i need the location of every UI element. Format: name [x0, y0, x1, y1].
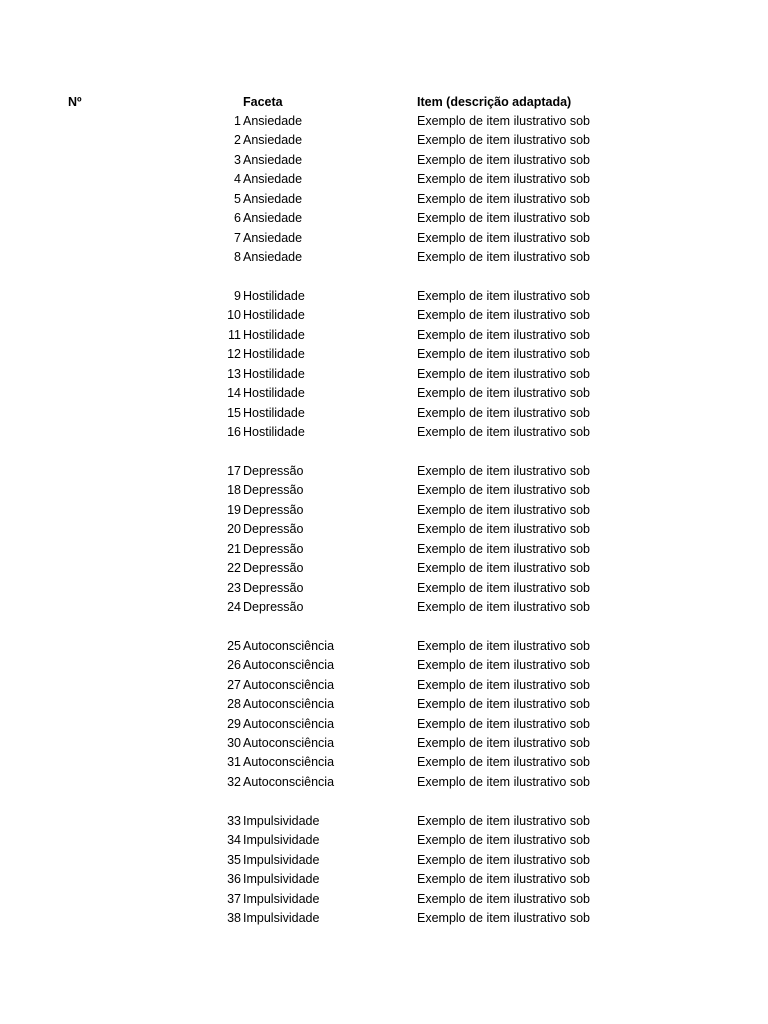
row-number: 37 [227, 891, 241, 906]
row-number: 33 [227, 813, 241, 828]
row-number: 1 [234, 114, 241, 128]
group-spacer [0, 617, 768, 636]
row-item: Exemplo de item ilustrativo sob [417, 774, 590, 789]
row-number: 32 [227, 774, 241, 789]
row-faceta: Impulsividade [243, 910, 320, 925]
table-row [0, 715, 768, 734]
row-item: Exemplo de item ilustrativo sob [417, 852, 590, 867]
row-item: Exemplo de item ilustrativo sob [417, 425, 590, 439]
row-number: 19 [227, 502, 241, 517]
row-item: Exemplo de item ilustrativo sob [417, 250, 590, 265]
table-row [0, 481, 768, 500]
row-faceta: Hostilidade [243, 425, 305, 439]
table-row [0, 287, 768, 306]
row-faceta: Ansiedade [243, 191, 303, 206]
table-row [0, 131, 768, 150]
table-row [0, 540, 768, 559]
row-faceta: Hostilidade [243, 347, 305, 362]
row-item: Exemplo de item ilustrativo sob [417, 872, 590, 887]
row-number: 16 [227, 425, 241, 439]
column-header-item: Item (descrição adaptada) [417, 95, 572, 109]
row-number: 29 [227, 716, 241, 731]
row-item: Exemplo de item ilustrativo sob [417, 522, 590, 537]
table-row [0, 773, 768, 792]
row-faceta: Autoconsciência [243, 677, 335, 692]
row-item: Exemplo de item ilustrativo sob [417, 191, 590, 206]
row-faceta: Depressão [243, 561, 304, 576]
row-item: Exemplo de item ilustrativo sob [417, 755, 590, 770]
row-faceta: Hostilidade [243, 288, 305, 303]
row-number: 2 [234, 133, 241, 148]
row-number: 15 [227, 405, 241, 420]
row-number: 14 [227, 386, 241, 401]
row-faceta: Ansiedade [243, 211, 303, 226]
row-faceta: Hostilidade [243, 327, 305, 342]
table-row [0, 559, 768, 578]
row-number: 26 [227, 658, 241, 673]
row-faceta: Impulsividade [243, 852, 320, 867]
column-header-number: Nº [68, 95, 82, 109]
table-row [0, 170, 768, 189]
row-number: 12 [227, 347, 241, 362]
row-item: Exemplo de item ilustrativo sob [417, 308, 590, 323]
row-number: 9 [234, 288, 241, 303]
row-item: Exemplo de item ilustrativo sob [417, 833, 590, 848]
row-item: Exemplo de item ilustrativo sob [417, 599, 590, 614]
row-item: Exemplo de item ilustrativo sob [417, 677, 590, 692]
table-row [0, 384, 768, 403]
table-row [0, 870, 768, 889]
row-item: Exemplo de item ilustrativo sob [417, 347, 590, 362]
table-body [0, 112, 768, 928]
row-faceta: Hostilidade [243, 386, 305, 401]
row-item: Exemplo de item ilustrativo sob [417, 891, 590, 906]
row-number: 6 [234, 211, 241, 226]
row-faceta: Autoconsciência [243, 774, 335, 789]
row-number: 17 [227, 463, 241, 478]
row-number: 11 [228, 327, 241, 342]
row-number: 20 [227, 522, 241, 537]
table-row [0, 831, 768, 850]
table-row [0, 345, 768, 364]
table-row [0, 423, 768, 442]
row-number: 22 [227, 561, 241, 576]
row-faceta: Hostilidade [243, 405, 305, 420]
row-faceta: Depressão [243, 502, 304, 517]
row-faceta: Depressão [243, 580, 304, 595]
row-number: 7 [234, 230, 241, 245]
table-row [0, 151, 768, 170]
row-faceta: Ansiedade [243, 114, 303, 128]
table-row [0, 637, 768, 656]
row-item: Exemplo de item ilustrativo sob [417, 405, 590, 420]
table-row [0, 579, 768, 598]
row-number: 13 [227, 366, 241, 381]
row-number: 38 [227, 910, 241, 925]
table-row [0, 501, 768, 520]
table-row [0, 209, 768, 228]
row-item: Exemplo de item ilustrativo sob [417, 386, 590, 401]
row-number: 4 [234, 172, 241, 187]
table-row [0, 851, 768, 870]
table-row [0, 190, 768, 209]
row-faceta: Impulsividade [243, 813, 320, 828]
row-faceta: Depressão [243, 522, 304, 537]
row-item: Exemplo de item ilustrativo sob [417, 736, 590, 750]
table-row [0, 306, 768, 325]
row-item: Exemplo de item ilustrativo sob [417, 327, 590, 342]
table-row [0, 753, 768, 772]
table-row [0, 695, 768, 714]
table-row [0, 404, 768, 423]
row-faceta: Autoconsciência [243, 736, 335, 750]
row-faceta: Autoconsciência [243, 638, 335, 653]
table-row [0, 598, 768, 617]
table-row [0, 365, 768, 384]
row-item: Exemplo de item ilustrativo sob [417, 541, 590, 556]
row-faceta: Depressão [243, 541, 304, 556]
row-faceta: Impulsividade [243, 891, 320, 906]
row-item: Exemplo de item ilustrativo sob [417, 502, 590, 517]
row-number: 36 [227, 872, 241, 887]
table-row [0, 734, 768, 753]
row-faceta: Autoconsciência [243, 755, 335, 770]
row-number: 3 [234, 152, 241, 167]
row-number: 34 [227, 833, 241, 848]
group-spacer [0, 792, 768, 811]
row-number: 27 [227, 677, 241, 692]
row-faceta: Hostilidade [243, 308, 305, 323]
table-row [0, 656, 768, 675]
row-faceta: Ansiedade [243, 230, 303, 245]
row-number: 24 [227, 599, 241, 614]
row-number: 8 [234, 250, 241, 265]
row-item: Exemplo de item ilustrativo sob [417, 463, 590, 478]
row-faceta: Impulsividade [243, 833, 320, 848]
row-item: Exemplo de item ilustrativo sob [417, 366, 590, 381]
row-faceta: Depressão [243, 463, 304, 478]
table-row [0, 812, 768, 831]
row-number: 25 [227, 638, 241, 653]
row-faceta: Hostilidade [243, 366, 305, 381]
row-item: Exemplo de item ilustrativo sob [417, 114, 590, 128]
row-faceta: Ansiedade [243, 152, 303, 167]
row-faceta: Ansiedade [243, 133, 303, 148]
row-number: 30 [227, 736, 241, 750]
row-number: 18 [227, 483, 241, 498]
row-item: Exemplo de item ilustrativo sob [417, 211, 590, 226]
row-item: Exemplo de item ilustrativo sob [417, 133, 590, 148]
row-item: Exemplo de item ilustrativo sob [417, 483, 590, 498]
table-row [0, 112, 768, 131]
row-item: Exemplo de item ilustrativo sob [417, 580, 590, 595]
row-item: Exemplo de item ilustrativo sob [417, 716, 590, 731]
row-faceta: Impulsividade [243, 872, 320, 887]
group-spacer [0, 442, 768, 461]
row-number: 23 [227, 580, 241, 595]
row-number: 31 [227, 755, 241, 770]
row-item: Exemplo de item ilustrativo sob [417, 910, 590, 925]
row-item: Exemplo de item ilustrativo sob [417, 288, 590, 303]
row-item: Exemplo de item ilustrativo sob [417, 152, 590, 167]
row-number: 10 [227, 308, 241, 323]
row-item: Exemplo de item ilustrativo sob [417, 172, 590, 187]
row-number: 35 [227, 852, 241, 867]
group-spacer [0, 268, 768, 287]
row-item: Exemplo de item ilustrativo sob [417, 697, 590, 712]
column-header-faceta: Faceta [243, 95, 283, 109]
table-row [0, 676, 768, 695]
row-faceta: Autoconsciência [243, 658, 335, 673]
row-faceta: Depressão [243, 599, 304, 614]
table-row [0, 462, 768, 481]
row-faceta: Ansiedade [243, 250, 303, 265]
row-number: 21 [227, 541, 241, 556]
row-item: Exemplo de item ilustrativo sob [417, 638, 590, 653]
row-number: 28 [227, 697, 241, 712]
row-item: Exemplo de item ilustrativo sob [417, 230, 590, 245]
row-faceta: Autoconsciência [243, 716, 335, 731]
table-row [0, 909, 768, 928]
row-number: 5 [234, 191, 241, 206]
row-faceta: Depressão [243, 483, 304, 498]
row-item: Exemplo de item ilustrativo sob [417, 658, 590, 673]
table-row [0, 890, 768, 909]
table-row [0, 248, 768, 267]
table-row [0, 520, 768, 539]
table-row [0, 229, 768, 248]
table-row [0, 326, 768, 345]
row-item: Exemplo de item ilustrativo sob [417, 813, 590, 828]
row-faceta: Autoconsciência [243, 697, 335, 712]
row-faceta: Ansiedade [243, 172, 303, 187]
row-item: Exemplo de item ilustrativo sob [417, 561, 590, 576]
